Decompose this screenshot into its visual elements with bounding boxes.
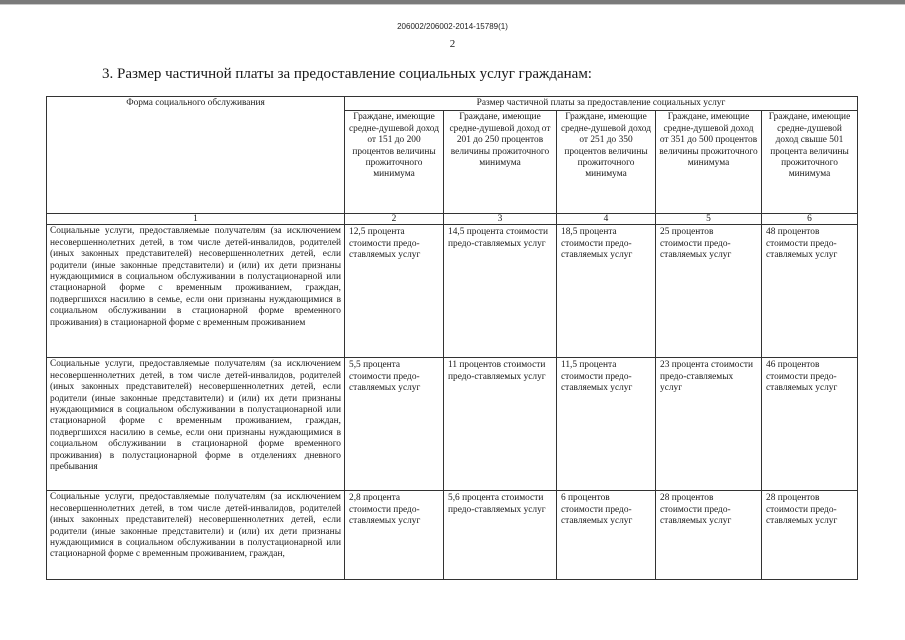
document-number: 206002/206002-2014-15789(1) bbox=[397, 22, 508, 31]
income-header: Граждане, имеющие средне-душевой доход от 251 до 350 процентов величины прожиточного минимума bbox=[557, 111, 656, 214]
page-number: 2 bbox=[449, 38, 456, 50]
fee-cell: 25 процентов стоимости предо-ставляемых услуг bbox=[656, 225, 762, 358]
column-number: 5 bbox=[656, 214, 762, 225]
service-description: Социальные услуги, предоставляемые получателям (за исключением несовершеннолетних детей, в том числе детей-инвалидов, родителей (иных законных представителей) несовершеннолетних детей, если родители (иные законные представители) и (или) их дети признаны нуждающимися в социальном обслуживании в полустационарной или стационарной форме с временным проживанием, граждан, подвергшихся насилию в семье, если они признаны нуждающимися в социальном обслуживании в стационарной форме временного проживания) в полустационарной форме в отделениях дневного пребывания bbox=[47, 358, 345, 491]
header-row-top bbox=[47, 97, 858, 111]
fee-cell: 18,5 процента стоимости предо-ставляемых услуг bbox=[557, 225, 656, 358]
column-number: 6 bbox=[762, 214, 858, 225]
table-row bbox=[47, 225, 858, 358]
section-heading: 3. Размер частичной платы за предоставление социальных услуг гражданам: bbox=[102, 66, 592, 82]
fee-cell: 46 процентов стоимости предо-ставляемых услуг bbox=[762, 358, 858, 491]
fee-cell: 28 процентов стоимости предо-ставляемых услуг bbox=[762, 491, 858, 580]
fee-cell: 6 процентов стоимости предо-ставляемых услуг bbox=[557, 491, 656, 580]
fee-cell: 23 процента стоимости предо-ставляемых услуг bbox=[656, 358, 762, 491]
fee-cell: 11,5 процента стоимости предо-ставляемых услуг bbox=[557, 358, 656, 491]
column-number: 2 bbox=[345, 214, 444, 225]
income-header: Граждане, имеющие средне-душевой доход от 201 до 250 процентов величины прожиточного минимума bbox=[444, 111, 557, 214]
fee-cell: 2,8 процента стоимости предо-ставляемых услуг bbox=[345, 491, 444, 580]
fee-cell: 11 процентов стоимости предо-ставляемых услуг bbox=[444, 358, 557, 491]
fee-cell: 14,5 процента стоимости предо-ставляемых услуг bbox=[444, 225, 557, 358]
fee-cell: 12,5 процента стоимости предо-ставляемых услуг bbox=[345, 225, 444, 358]
fee-cell: 5,5 процента стоимости предо-ставляемых услуг bbox=[345, 358, 444, 491]
col-header-service-form: Форма социального обслуживания bbox=[47, 97, 345, 214]
column-number-row bbox=[47, 214, 858, 225]
fee-cell: 28 процентов стоимости предо-ставляемых услуг bbox=[656, 491, 762, 580]
table-row bbox=[47, 358, 858, 491]
scan-top-edge-shadow bbox=[0, 4, 905, 5]
fee-table bbox=[46, 96, 858, 580]
table-row bbox=[47, 491, 858, 580]
service-description: Социальные услуги, предоставляемые получателям (за исключением несовершеннолетних детей, в том числе детей-инвалидов, родителей (иных законных представителей) несовершеннолетних детей, если родители (иные законные представители) и (или) их дети признаны нуждающимися в социальном обслуживании в полустационарной или стационарной форме с временным проживанием, граждан, подвергшихся насилию в семье, если они признаны нуждающимися в социальном обслуживании в стационарной форме временного проживания) в стационарной форме с временным проживанием bbox=[47, 225, 345, 358]
col-header-fee-group: Размер частичной платы за предоставление социальных услуг bbox=[345, 97, 858, 111]
column-number: 1 bbox=[47, 214, 345, 225]
column-number: 4 bbox=[557, 214, 656, 225]
column-number: 3 bbox=[444, 214, 557, 225]
fee-cell: 5,6 процента стоимости предо-ставляемых услуг bbox=[444, 491, 557, 580]
income-header: Граждане, имеющие средне-душевой доход от 351 до 500 процентов величины прожиточного минимума bbox=[656, 111, 762, 214]
service-description: Социальные услуги, предоставляемые получателям (за исключением несовершеннолетних детей, в том числе детей-инвалидов, родителей (иных законных представителей) несовершеннолетних детей, если родители (иные законные представители) и (или) их дети признаны нуждающимися в социальном обслуживании в полустационарной или стационарной форме с временным проживанием, граждан, bbox=[47, 491, 345, 580]
fee-cell: 48 процентов стоимости предо-ставляемых услуг bbox=[762, 225, 858, 358]
income-header: Граждане, имеющие средне-душевой доход от 151 до 200 процентов величины прожиточного минимума bbox=[345, 111, 444, 214]
income-header: Граждане, имеющие средне-душевой доход свыше 501 процента величины прожиточного минимума bbox=[762, 111, 858, 214]
